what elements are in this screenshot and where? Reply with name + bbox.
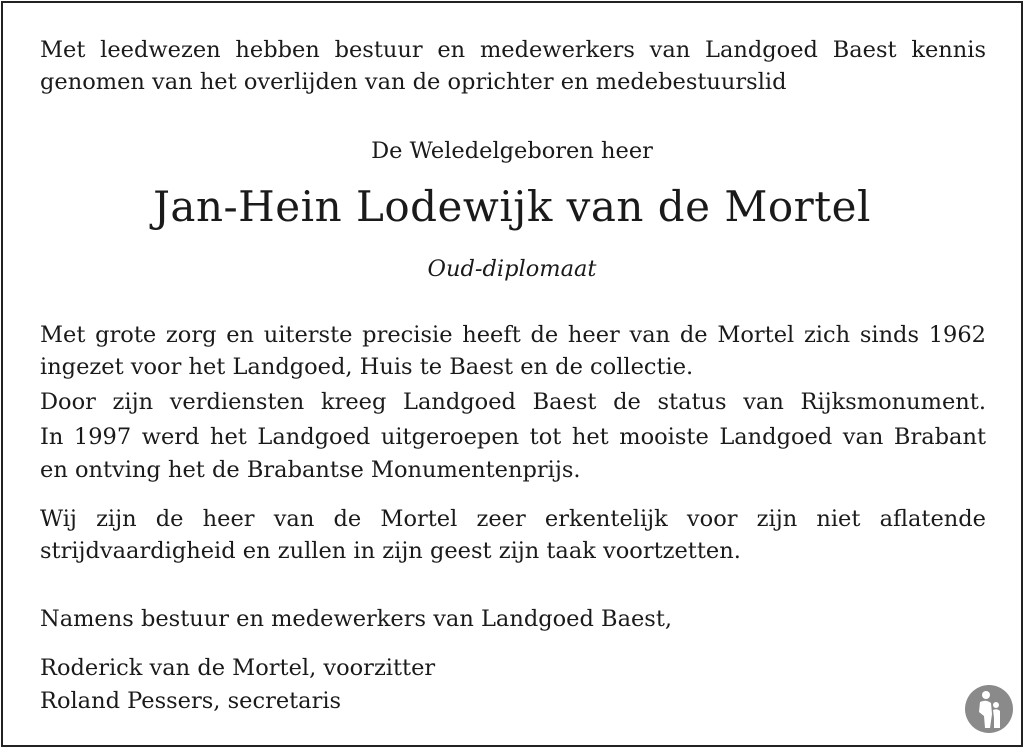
deceased-name: Jan-Hein Lodewijk van de Mortel [153, 182, 871, 231]
signatory-1: Roderick van de Mortel, voorzitter [40, 655, 436, 681]
body-para1-line-4: In 1997 werd het Landgoed uitgeroepen tot het mooiste Landgoed van Brabant [40, 424, 986, 450]
body-para2-line-2: strijdvaardigheid en zullen in zijn geest zijn taak voortzetten. [40, 538, 741, 564]
intro-line-1: Met leedwezen hebben bestuur en medewerkers van Landgoed Baest kennis [40, 37, 986, 63]
deceased-role: Oud-diplomaat [427, 256, 597, 282]
mourning-figures-logo-icon [964, 684, 1014, 734]
body-para1-line-3: Door zijn verdiensten kreeg Landgoed Baest de status van Rijksmonument. [40, 389, 986, 415]
body-para1-line-2: ingezet voor het Landgoed, Huis te Baest en de collectie. [40, 354, 694, 380]
body-para1-line-5: en ontving het de Brabantse Monumentenprijs. [40, 457, 581, 483]
closing-line: Namens bestuur en medewerkers van Landgoed Baest, [40, 606, 673, 632]
signatory-2: Roland Pessers, secretaris [40, 688, 342, 714]
body-para1-line-1: Met grote zorg en uiterste precisie heeft de heer van de Mortel zich sinds 1962 [40, 322, 986, 348]
intro-line-2: genomen van het overlijden van de oprichter en medebestuurslid [40, 69, 787, 95]
body-para2-line-1: Wij zijn de heer van de Mortel zeer erkentelijk voor zijn niet aflatende [40, 506, 986, 532]
honorific: De Weledelgeboren heer [371, 138, 653, 164]
